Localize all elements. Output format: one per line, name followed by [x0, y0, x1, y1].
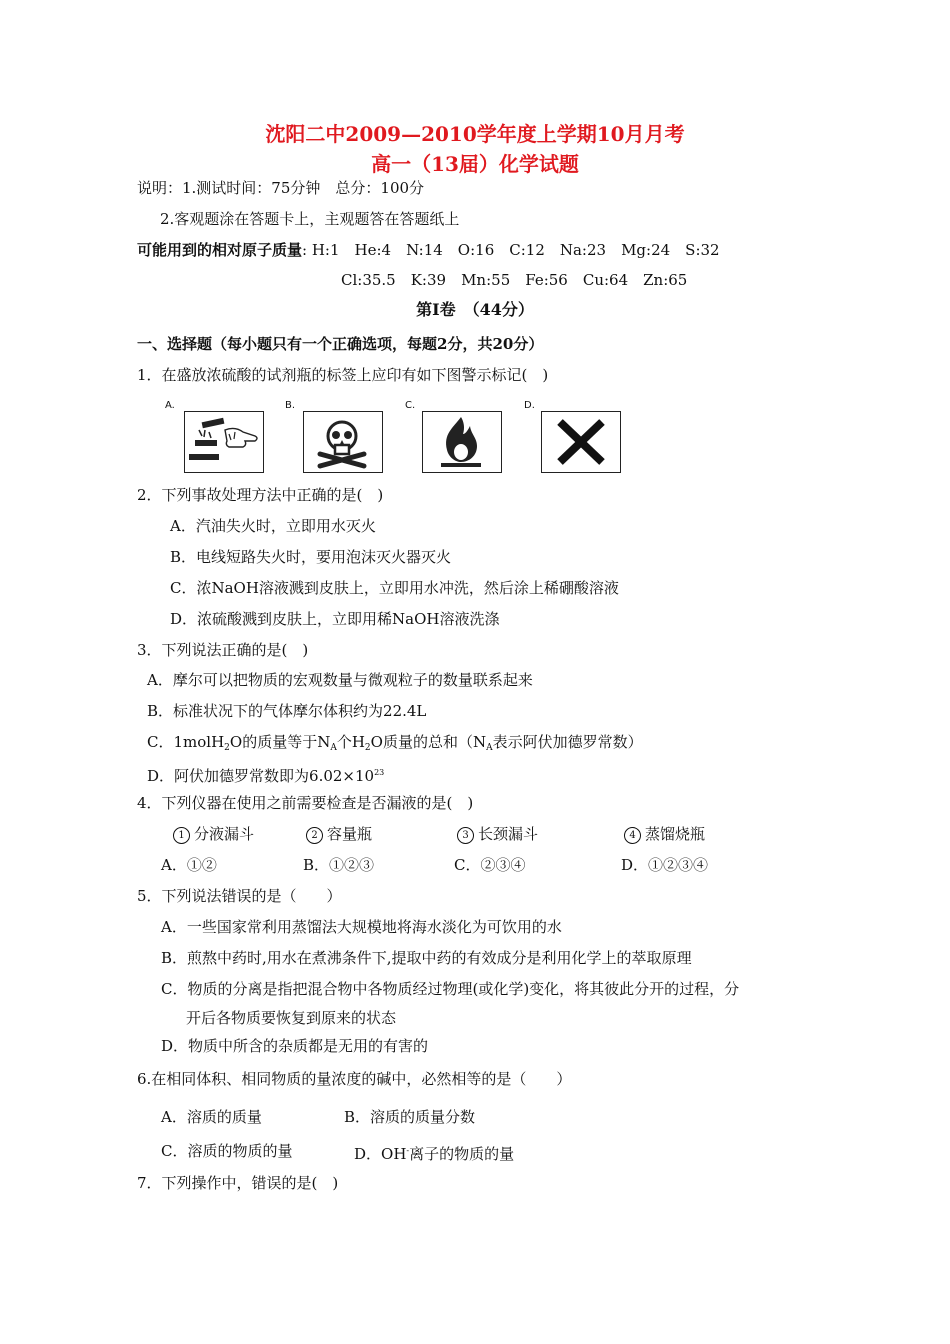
q5-option-c-line1: C．物质的分离是指把混合物中各物质经过物理(或化学)变化，将其彼此分开的过程，分 [161, 980, 740, 998]
q2-option-d: D．浓硫酸溅到皮肤上，立即用稀NaOH溶液洗涤 [170, 610, 500, 628]
q6-stem: 6.在相同体积、相同物质的量浓度的碱中，必然相等的是（ ） [137, 1070, 572, 1088]
q6-d-part1: D．OH [354, 1145, 407, 1163]
q6-option-a: A．溶质的质量 [161, 1108, 262, 1126]
q4-item-2 [306, 824, 372, 844]
q1-option-b-image [303, 411, 383, 473]
q4-option-a: A．①② [161, 856, 217, 874]
q2-option-c: C．浓NaOH溶液溅到皮肤上，立即用水冲洗，然后涂上稀硼酸溶液 [170, 579, 619, 597]
q3-d-exponent: 23 [374, 768, 385, 777]
q1-option-a-image [184, 411, 264, 473]
q4-item-2-text: 容量瓶 [327, 825, 373, 843]
q4-option-d: D．①②③④ [621, 856, 709, 874]
q3-stem: 3．下列说法正确的是( ) [137, 641, 309, 659]
note-line1: 说明：1.测试时间：75分钟 总分：100分 [137, 179, 425, 197]
atomic-masses-line2: Cl:35.5 K:39 Mn:55 Fe:56 Cu:64 Zn:65 [341, 271, 688, 289]
q1-stem: 1．在盛放浓硫酸的试剂瓶的标签上应印有如下图警示标记( ) [137, 366, 549, 384]
q1-label-a: A. [165, 400, 175, 411]
q2-option-a: A．汽油失火时，立即用水灭火 [170, 517, 376, 535]
q3-option-a: A．摩尔可以把物质的宏观数量与微观粒子的数量联系起来 [147, 671, 533, 689]
q5-option-c-line2: 开后各物质要恢复到原来的状态 [186, 1009, 397, 1027]
exam-title-line2: 高一（13届）化学试题 [371, 152, 579, 176]
q5-option-d: D．物质中所含的杂质都是无用的有害的 [161, 1037, 429, 1055]
q5-option-b: B．煎熬中药时,用水在煮沸条件下,提取中药的有效成分是利用化学上的萃取原理 [161, 949, 692, 967]
q4-item-4-text: 蒸馏烧瓶 [645, 825, 706, 843]
q1-option-d-image [541, 411, 621, 473]
q3-c-part5: 表示阿伏加德罗常数） [492, 733, 643, 751]
corrosive-icon [185, 412, 262, 471]
atomic-masses-values: : H:1 He:4 N:14 O:16 C:12 Na:23 Mg:24 S:32 [302, 241, 720, 259]
q4-stem: 4．下列仪器在使用之前需要检查是否漏液的是( ) [137, 794, 474, 812]
q3-c-part4: O质量的总和（N [370, 733, 487, 751]
skull-icon [304, 412, 381, 471]
q6-option-d [354, 1141, 514, 1164]
cross-icon [542, 412, 619, 471]
q3-c-sub4: A [486, 743, 493, 753]
q4-item-1 [173, 824, 254, 844]
q3-c-sub3: 2 [364, 743, 371, 753]
flame-icon [423, 412, 500, 471]
circled-number: 3 [457, 827, 474, 844]
atomic-masses-line1 [137, 240, 720, 260]
q3-d-part1: D．阿伏加德罗常数即为6.02×10 [147, 767, 375, 785]
q5-stem: 5．下列说法错误的是（ ） [137, 887, 342, 905]
q4-option-c: C．②③④ [454, 856, 526, 874]
q4-item-4 [624, 824, 705, 844]
q2-stem: 2．下列事故处理方法中正确的是( ) [137, 486, 384, 504]
note-line2: 2.客观题涂在答题卡上，主观题答在答题纸上 [160, 210, 460, 228]
q1-option-c-image [422, 411, 502, 473]
q6-option-c: C．溶质的物质的量 [161, 1142, 293, 1160]
q3-option-d [147, 763, 384, 786]
q3-option-c [147, 732, 643, 758]
exam-title-line1: 沈阳二中2009—2010学年度上学期10月月考 [265, 122, 685, 146]
q1-label-d: D. [524, 400, 535, 411]
atomic-masses-label: 可能用到的相对原子质量 [137, 241, 303, 259]
q4-item-3 [457, 824, 538, 844]
q3-c-part1: C．1molH [147, 733, 225, 751]
part1-heading: 一、选择题（每小题只有一个正确选项，每题2分，共20分） [137, 335, 544, 353]
circled-number: 1 [173, 827, 190, 844]
q6-d-superscript: - [406, 1146, 410, 1155]
q2-option-b: B．电线短路失火时，要用泡沫灭火器灭火 [170, 548, 452, 566]
circled-number: 2 [306, 827, 323, 844]
q6-option-b: B．溶质的质量分数 [344, 1108, 476, 1126]
q1-label-c: C. [405, 400, 416, 411]
q5-option-a: A．一些国家常利用蒸馏法大规模地将海水淡化为可饮用的水 [161, 918, 562, 936]
circled-number: 4 [624, 827, 641, 844]
q3-c-sub1: 2 [224, 743, 230, 753]
q4-item-3-text: 长颈漏斗 [478, 825, 539, 843]
q4-option-b: B．①②③ [303, 856, 375, 874]
q4-item-1-text: 分液漏斗 [194, 825, 255, 843]
section-title: 第Ⅰ卷 （44分） [416, 300, 534, 319]
q1-label-b: B. [285, 400, 296, 411]
q3-option-b: B．标准状况下的气体摩尔体积约为22.4L [147, 702, 427, 720]
q7-stem: 7．下列操作中，错误的是( ) [137, 1174, 339, 1192]
q6-d-part2: 离子的物质的量 [409, 1145, 515, 1163]
q3-c-part2: O的质量等于N [229, 733, 331, 751]
q3-c-sub2: A [330, 743, 337, 753]
q3-c-part3: 个H [336, 733, 365, 751]
